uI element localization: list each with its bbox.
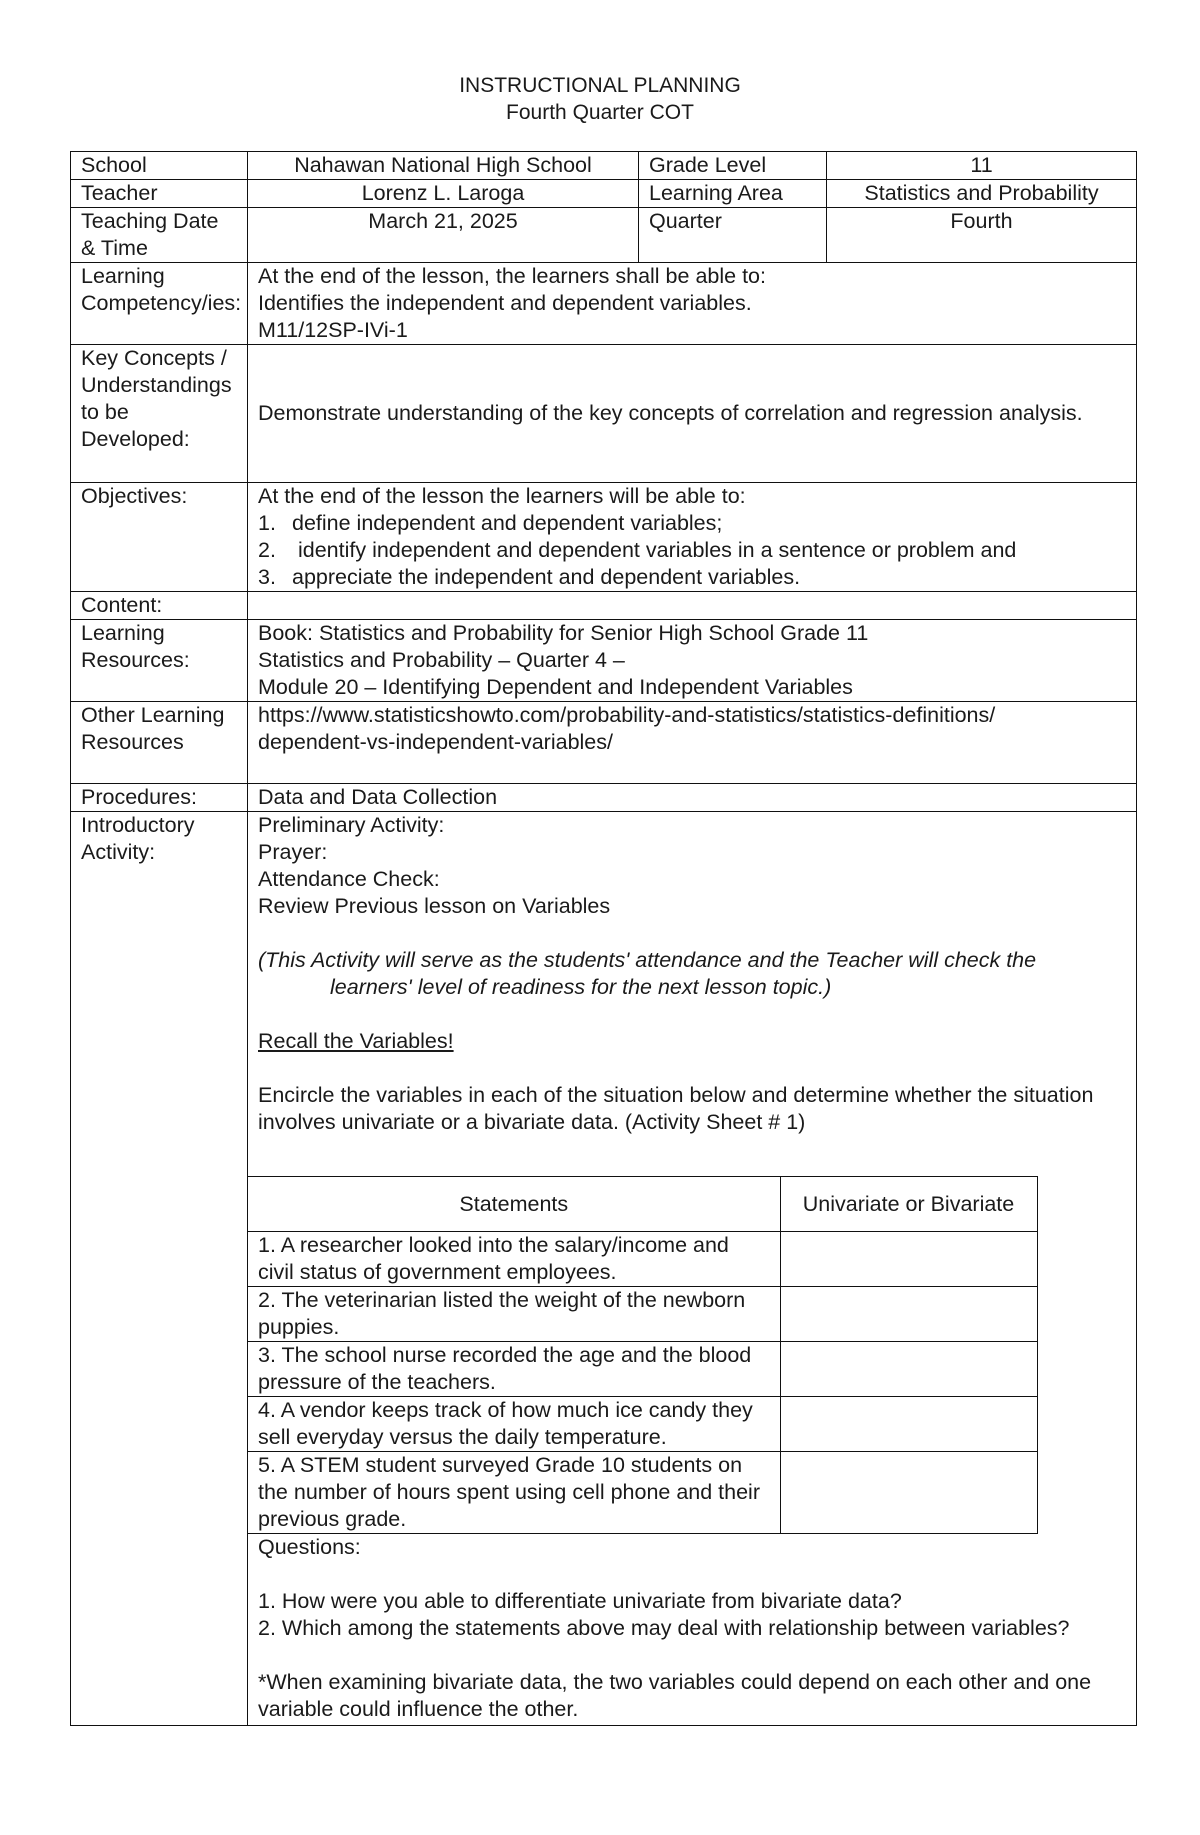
learning-resources-content <box>248 620 1137 702</box>
questions-label: Questions: <box>258 1535 361 1559</box>
introductory-activity-label: Introductory Activity: <box>71 812 248 1726</box>
row-procedures <box>71 784 1137 812</box>
objective-item <box>258 564 1126 591</box>
grade-level-label: Grade Level <box>639 152 827 180</box>
key-concepts-text: Demonstrate understanding of the key concepts of correlation and regression analysis. <box>248 345 1137 483</box>
objectives-intro: At the end of the lesson the learners will be able to: <box>258 484 746 508</box>
row-content <box>71 592 1137 620</box>
activity-row <box>248 1287 1037 1342</box>
procedures-value: Data and Data Collection <box>248 784 1137 812</box>
prelim-line: Preliminary Activity: <box>258 813 445 837</box>
competency-content <box>248 263 1137 345</box>
content-value <box>248 592 1137 620</box>
other-resources-label: Other Learning Resources <box>71 702 248 784</box>
activity-note <box>258 947 1126 1001</box>
resource-url-line: https://www.statisticshowto.com/probability-and-statistics/statistics-definitions/ <box>258 703 996 727</box>
bivariate-footnote: *When examining bivariate data, the two variables could depend on each other and one variable could influence the other. <box>258 1670 1092 1721</box>
activity-row <box>248 1452 1037 1534</box>
statement-text: 5. A STEM student surveyed Grade 10 students on the number of hours spent using cell phone and their previous grade. <box>248 1452 780 1534</box>
activity-table <box>248 1176 1038 1534</box>
row-key-concepts <box>71 345 1137 483</box>
competency-line: At the end of the lesson, the learners shall be able to: <box>258 264 766 288</box>
document-title: INSTRUCTIONAL PLANNING <box>459 74 741 97</box>
key-concepts-label: Key Concepts / Understandings to be Developed: <box>71 345 248 483</box>
row-teaching-date <box>71 208 1137 263</box>
objective-item <box>258 537 1126 564</box>
introductory-activity-content <box>248 812 1137 1726</box>
activity-note-line: learners' level of readiness for the next lesson topic.) <box>330 975 832 999</box>
activity-row <box>248 1397 1037 1452</box>
procedures-label: Procedures: <box>71 784 248 812</box>
activity-row <box>248 1342 1037 1397</box>
row-school <box>71 152 1137 180</box>
activity-note-line: (This Activity will serve as the students' attendance and the Teacher will check the <box>258 948 1037 972</box>
competency-line: Identifies the independent and dependent variables. <box>258 291 752 315</box>
row-other-resources <box>71 702 1137 784</box>
question-item: 2. Which among the statements above may deal with relationship between variables? <box>258 1616 1070 1640</box>
statement-text: 3. The school nurse recorded the age and the blood pressure of the teachers. <box>248 1342 780 1397</box>
statements-header: Statements <box>248 1177 780 1232</box>
content-label: Content: <box>71 592 248 620</box>
answer-cell[interactable] <box>780 1342 1037 1397</box>
planning-table <box>70 151 1137 1726</box>
school-label: School <box>71 152 248 180</box>
objective-number: 1. <box>258 511 276 535</box>
school-value: Nahawan National High School <box>248 152 639 180</box>
competency-code: M11/12SP-IVi-1 <box>258 318 408 342</box>
row-introductory-activity <box>71 812 1137 1726</box>
activity-table-header <box>248 1177 1037 1232</box>
objective-text: identify independent and dependent variables in a sentence or problem and <box>292 538 1017 562</box>
resource-line: Module 20 – Identifying Dependent and Independent Variables <box>258 675 853 699</box>
quarter-value: Fourth <box>827 208 1137 263</box>
row-objectives <box>71 483 1137 592</box>
activity-instructions: Encircle the variables in each of the situation below and determine whether the situation involves univariate or a bivariate data. (Activity Sheet # 1) <box>258 1083 1094 1134</box>
objective-item <box>258 510 1126 537</box>
answer-cell[interactable] <box>780 1232 1037 1287</box>
learning-area-value: Statistics and Probability <box>827 180 1137 208</box>
other-resources-content <box>248 702 1137 784</box>
objectives-content <box>248 483 1137 592</box>
resource-line: Statistics and Probability – Quarter 4 – <box>258 648 625 672</box>
prelim-line: Prayer: <box>258 840 328 864</box>
answer-cell[interactable] <box>780 1397 1037 1452</box>
recall-title: Recall the Variables! <box>258 1029 454 1053</box>
statement-text: 4. A vendor keeps track of how much ice candy they sell everyday versus the daily temperature. <box>248 1397 780 1452</box>
document-subtitle: Fourth Quarter COT <box>506 101 694 124</box>
learning-area-label: Learning Area <box>639 180 827 208</box>
grade-level-value: 11 <box>827 152 1137 180</box>
statement-text: 1. A researcher looked into the salary/income and civil status of government employees. <box>248 1232 780 1287</box>
objective-text: define independent and dependent variables; <box>292 511 723 535</box>
objective-number: 3. <box>258 565 276 589</box>
resource-line: Book: Statistics and Probability for Senior High School Grade 11 <box>258 621 869 645</box>
teaching-date-label: Teaching Date & Time <box>71 208 248 263</box>
competency-label: Learning Competency/ies: <box>71 263 248 345</box>
row-learning-resources <box>71 620 1137 702</box>
activity-row <box>248 1232 1037 1287</box>
statement-text: 2. The veterinarian listed the weight of the newborn puppies. <box>248 1287 780 1342</box>
prelim-line: Review Previous lesson on Variables <box>258 894 611 918</box>
learning-resources-label: Learning Resources: <box>71 620 248 702</box>
teacher-value: Lorenz L. Laroga <box>248 180 639 208</box>
prelim-line: Attendance Check: <box>258 867 440 891</box>
quarter-label: Quarter <box>639 208 827 263</box>
resource-url-line: dependent-vs-independent-variables/ <box>258 730 613 754</box>
teacher-label: Teacher <box>71 180 248 208</box>
answer-cell[interactable] <box>780 1287 1037 1342</box>
answer-cell[interactable] <box>780 1452 1037 1534</box>
question-item: 1. How were you able to differentiate univariate from bivariate data? <box>258 1589 902 1613</box>
row-teacher <box>71 180 1137 208</box>
document-header <box>0 72 1200 126</box>
teaching-date-value: March 21, 2025 <box>248 208 639 263</box>
objective-text: appreciate the independent and dependent variables. <box>292 565 801 589</box>
row-competency <box>71 263 1137 345</box>
objectives-label: Objectives: <box>71 483 248 592</box>
univariate-bivariate-header: Univariate or Bivariate <box>780 1177 1037 1232</box>
objective-number: 2. <box>258 538 276 562</box>
